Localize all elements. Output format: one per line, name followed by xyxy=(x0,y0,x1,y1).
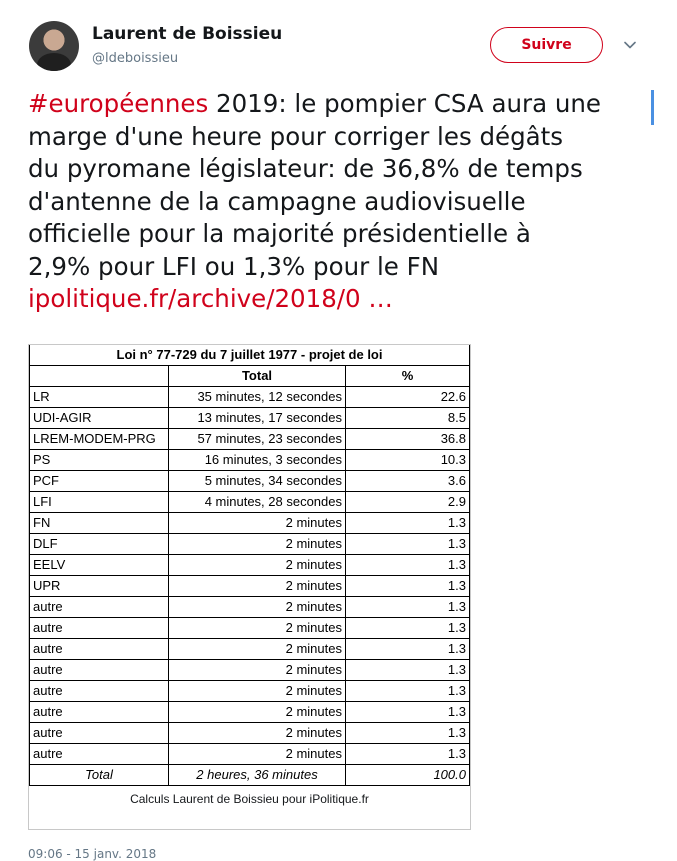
table-row xyxy=(30,702,470,723)
party-cell: FN xyxy=(30,513,169,534)
total-label: Total xyxy=(30,765,169,786)
tweet-line: #européennes 2019: le pompier CSA aura une xyxy=(28,89,602,118)
percent-cell: 1.3 xyxy=(346,555,470,576)
duration-cell: 2 minutes xyxy=(169,513,346,534)
tweet-line: d'antenne de la campagne audiovisuelle xyxy=(28,186,526,216)
chevron-down-icon[interactable] xyxy=(623,38,637,52)
party-cell: LREM-MODEM-PRG xyxy=(30,429,169,450)
percent-cell: 1.3 xyxy=(346,702,470,723)
duration-cell: 2 minutes xyxy=(169,702,346,723)
tweet-line: marge d'une heure pour corriger les dégâts xyxy=(28,121,564,151)
column-header: Total xyxy=(169,366,346,387)
duration-cell: 2 minutes xyxy=(169,681,346,702)
party-cell: autre xyxy=(30,702,169,723)
duration-cell: 2 minutes xyxy=(169,534,346,555)
party-cell: PS xyxy=(30,450,169,471)
table-row xyxy=(30,429,470,450)
duration-cell: 35 minutes, 12 secondes xyxy=(169,387,346,408)
link-ellipsis: … xyxy=(360,284,393,313)
percent-cell: 1.3 xyxy=(346,660,470,681)
table-row xyxy=(30,492,470,513)
author-handle[interactable]: @ldeboissieu xyxy=(92,51,179,66)
speaking-time-table xyxy=(29,345,470,786)
table-row xyxy=(30,576,470,597)
table-row xyxy=(30,597,470,618)
author-name[interactable]: Laurent de Boissieu xyxy=(92,24,283,44)
percent-cell: 1.3 xyxy=(346,513,470,534)
party-cell: autre xyxy=(30,597,169,618)
tweet-text xyxy=(28,88,653,316)
party-cell: autre xyxy=(30,723,169,744)
tweet-timestamp[interactable]: 09:06 - 15 janv. 2018 xyxy=(28,847,157,861)
percent-cell: 1.3 xyxy=(346,639,470,660)
hashtag-link[interactable]: #européennes xyxy=(28,89,209,118)
duration-cell: 16 minutes, 3 secondes xyxy=(169,450,346,471)
tweet-line xyxy=(28,283,653,316)
table-header-row xyxy=(30,366,470,387)
column-header: % xyxy=(346,366,470,387)
follow-button[interactable]: Suivre xyxy=(490,27,603,63)
table-row xyxy=(30,408,470,429)
table-row xyxy=(30,513,470,534)
party-cell: LR xyxy=(30,387,169,408)
party-cell: UPR xyxy=(30,576,169,597)
party-cell: autre xyxy=(30,744,169,765)
table-row xyxy=(30,450,470,471)
percent-cell: 3.6 xyxy=(346,471,470,492)
percent-cell: 1.3 xyxy=(346,744,470,765)
total-percent: 100.0 xyxy=(346,765,470,786)
table-row xyxy=(30,387,470,408)
duration-cell: 2 minutes xyxy=(169,639,346,660)
percent-cell: 1.3 xyxy=(346,534,470,555)
author-avatar[interactable] xyxy=(29,21,79,71)
percent-cell: 1.3 xyxy=(346,576,470,597)
total-duration: 2 heures, 36 minutes xyxy=(169,765,346,786)
percent-cell: 2.9 xyxy=(346,492,470,513)
party-cell: LFI xyxy=(30,492,169,513)
table-row xyxy=(30,681,470,702)
table-row xyxy=(30,660,470,681)
party-cell: autre xyxy=(30,618,169,639)
party-cell: UDI-AGIR xyxy=(30,408,169,429)
table-row xyxy=(30,639,470,660)
party-cell: autre xyxy=(30,660,169,681)
duration-cell: 2 minutes xyxy=(169,744,346,765)
table-row xyxy=(30,744,470,765)
duration-cell: 4 minutes, 28 secondes xyxy=(169,492,346,513)
percent-cell: 1.3 xyxy=(346,681,470,702)
percent-cell: 1.3 xyxy=(346,618,470,639)
duration-cell: 2 minutes xyxy=(169,723,346,744)
party-cell: autre xyxy=(30,639,169,660)
percent-cell: 10.3 xyxy=(346,450,470,471)
tweet-line: du pyromane législateur: de 36,8% de temps xyxy=(28,154,583,183)
percent-cell: 36.8 xyxy=(346,429,470,450)
percent-cell: 8.5 xyxy=(346,408,470,429)
party-cell: DLF xyxy=(30,534,169,555)
percent-cell: 1.3 xyxy=(346,597,470,618)
table-body xyxy=(30,387,470,765)
duration-cell: 5 minutes, 34 secondes xyxy=(169,471,346,492)
duration-cell: 2 minutes xyxy=(169,555,346,576)
party-cell: autre xyxy=(30,681,169,702)
party-cell: EELV xyxy=(30,555,169,576)
table-row xyxy=(30,723,470,744)
table-row xyxy=(30,618,470,639)
table-title-row xyxy=(30,345,470,366)
percent-cell: 1.3 xyxy=(346,723,470,744)
table-total-row xyxy=(30,765,470,786)
table-row xyxy=(30,555,470,576)
duration-cell: 2 minutes xyxy=(169,660,346,681)
attached-table-image[interactable] xyxy=(28,344,471,830)
archive-link[interactable]: ipolitique.fr/archive/2018/0 xyxy=(28,284,361,313)
duration-cell: 2 minutes xyxy=(169,576,346,597)
duration-cell: 2 minutes xyxy=(169,597,346,618)
tweet-line: officielle pour la majorité présidentielle à xyxy=(28,219,531,248)
tweet-line: 2,9% pour LFI ou 1,3% pour le FN xyxy=(28,251,440,281)
table-row xyxy=(30,534,470,555)
table-row xyxy=(30,471,470,492)
table-title: Loi n° 77-729 du 7 juillet 1977 - projet de loi xyxy=(30,345,470,366)
column-header xyxy=(30,366,169,387)
duration-cell: 2 minutes xyxy=(169,618,346,639)
party-cell: PCF xyxy=(30,471,169,492)
percent-cell: 22.6 xyxy=(346,387,470,408)
duration-cell: 57 minutes, 23 secondes xyxy=(169,429,346,450)
table-footer: Calculs Laurent de Boissieu pour iPolitique.fr xyxy=(130,791,369,806)
duration-cell: 13 minutes, 17 secondes xyxy=(169,408,346,429)
